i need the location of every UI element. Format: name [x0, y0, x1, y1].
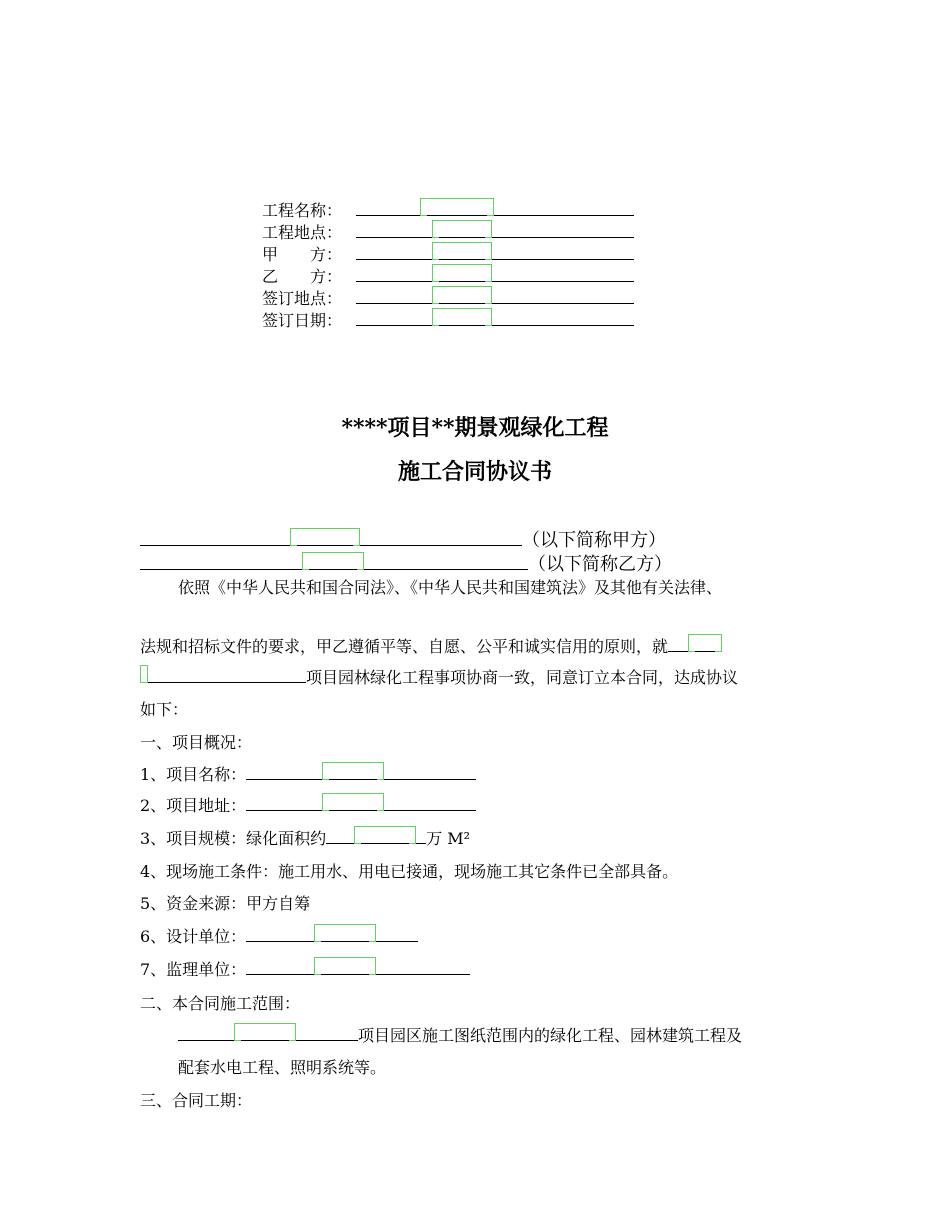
item-label: 2、项目地址： [140, 796, 247, 815]
item-project-address [140, 793, 476, 816]
document-title-line1: ****项目**期景观绿化工程 [341, 415, 609, 441]
cover-field-sign-date [262, 309, 634, 331]
section3-heading: 三、合同工期： [140, 1091, 253, 1110]
party-b-suffix: （以下简称乙方） [528, 554, 672, 575]
party-a-field[interactable] [432, 243, 492, 260]
party-b-name-field[interactable] [302, 553, 364, 570]
cover-fields [262, 199, 634, 331]
sign-date-field[interactable] [432, 309, 492, 326]
field-label: 工程名称： [262, 201, 343, 220]
field-label: 签订日期： [262, 311, 343, 330]
document-title-line2: 施工合同协议书 [397, 459, 552, 485]
item-design-unit-field[interactable] [314, 925, 376, 942]
field-label: 乙 方： [262, 267, 343, 286]
preamble-line2 [140, 634, 722, 657]
item-project-name [140, 762, 476, 785]
item-project-scale [140, 826, 470, 849]
scope-project-field[interactable] [234, 1024, 296, 1041]
cover-field-project-name [262, 199, 634, 221]
item-design-unit [140, 924, 418, 947]
section2-heading: 二、本合同施工范围： [140, 994, 301, 1013]
section2-scope-line2: 配套水电工程、照明系统等。 [178, 1058, 387, 1077]
preamble-line4: 如下： [140, 700, 189, 719]
project-name-field[interactable] [420, 199, 494, 216]
section1-heading: 一、项目概况： [140, 733, 253, 752]
field-label: 甲 方： [262, 245, 343, 264]
party-a-line [140, 526, 666, 552]
item-label: 6、设计单位： [140, 927, 247, 946]
cover-field-sign-location [262, 287, 634, 309]
item-label: 3、项目规模：绿化面积约 [140, 829, 327, 848]
field-label: 工程地点： [262, 223, 343, 242]
field-label: 签订地点： [262, 289, 343, 308]
item-site-conditions: 4、现场施工条件：施工用水、用电已接通，现场施工其它条件已全部具备。 [140, 862, 679, 881]
party-a-suffix: （以下简称甲方） [522, 530, 666, 551]
project-field-inline[interactable] [688, 635, 722, 652]
preamble-line1: 依照《中华人民共和国合同法》、《中华人民共和国建筑法》及其他有关法律、 [178, 578, 723, 597]
preamble-line3 [140, 665, 738, 688]
party-b-field[interactable] [432, 265, 492, 282]
item-supervision-unit-field[interactable] [314, 958, 376, 975]
item-project-address-field[interactable] [322, 794, 384, 811]
party-b-line [140, 550, 672, 576]
sign-location-field[interactable] [432, 287, 492, 304]
project-field-inline-end[interactable] [140, 666, 148, 683]
cover-field-project-location [262, 221, 634, 243]
party-a-name-field[interactable] [290, 529, 360, 546]
preamble-text: 法规和招标文件的要求，甲乙遵循平等、自愿、公平和诚实信用的原则，就 [140, 637, 669, 656]
project-location-field[interactable] [432, 221, 492, 238]
cover-field-party-a [262, 243, 634, 265]
item-label: 7、监理单位： [140, 960, 247, 979]
scope-text: 项目园区施工图纸范围内的绿化工程、园林建筑工程及 [358, 1026, 743, 1045]
area-unit: 万 M² [426, 829, 471, 848]
cover-field-party-b [262, 265, 634, 287]
item-area-field[interactable] [354, 827, 416, 844]
section2-scope-line1 [178, 1023, 742, 1046]
preamble-text: 项目园林绿化工程事项协商一致，同意订立本合同，达成协议 [306, 668, 739, 687]
item-label: 1、项目名称： [140, 765, 247, 784]
item-funding-source: 5、资金来源：甲方自筹 [140, 894, 311, 913]
item-project-name-field[interactable] [322, 763, 384, 780]
item-supervision-unit [140, 957, 470, 980]
